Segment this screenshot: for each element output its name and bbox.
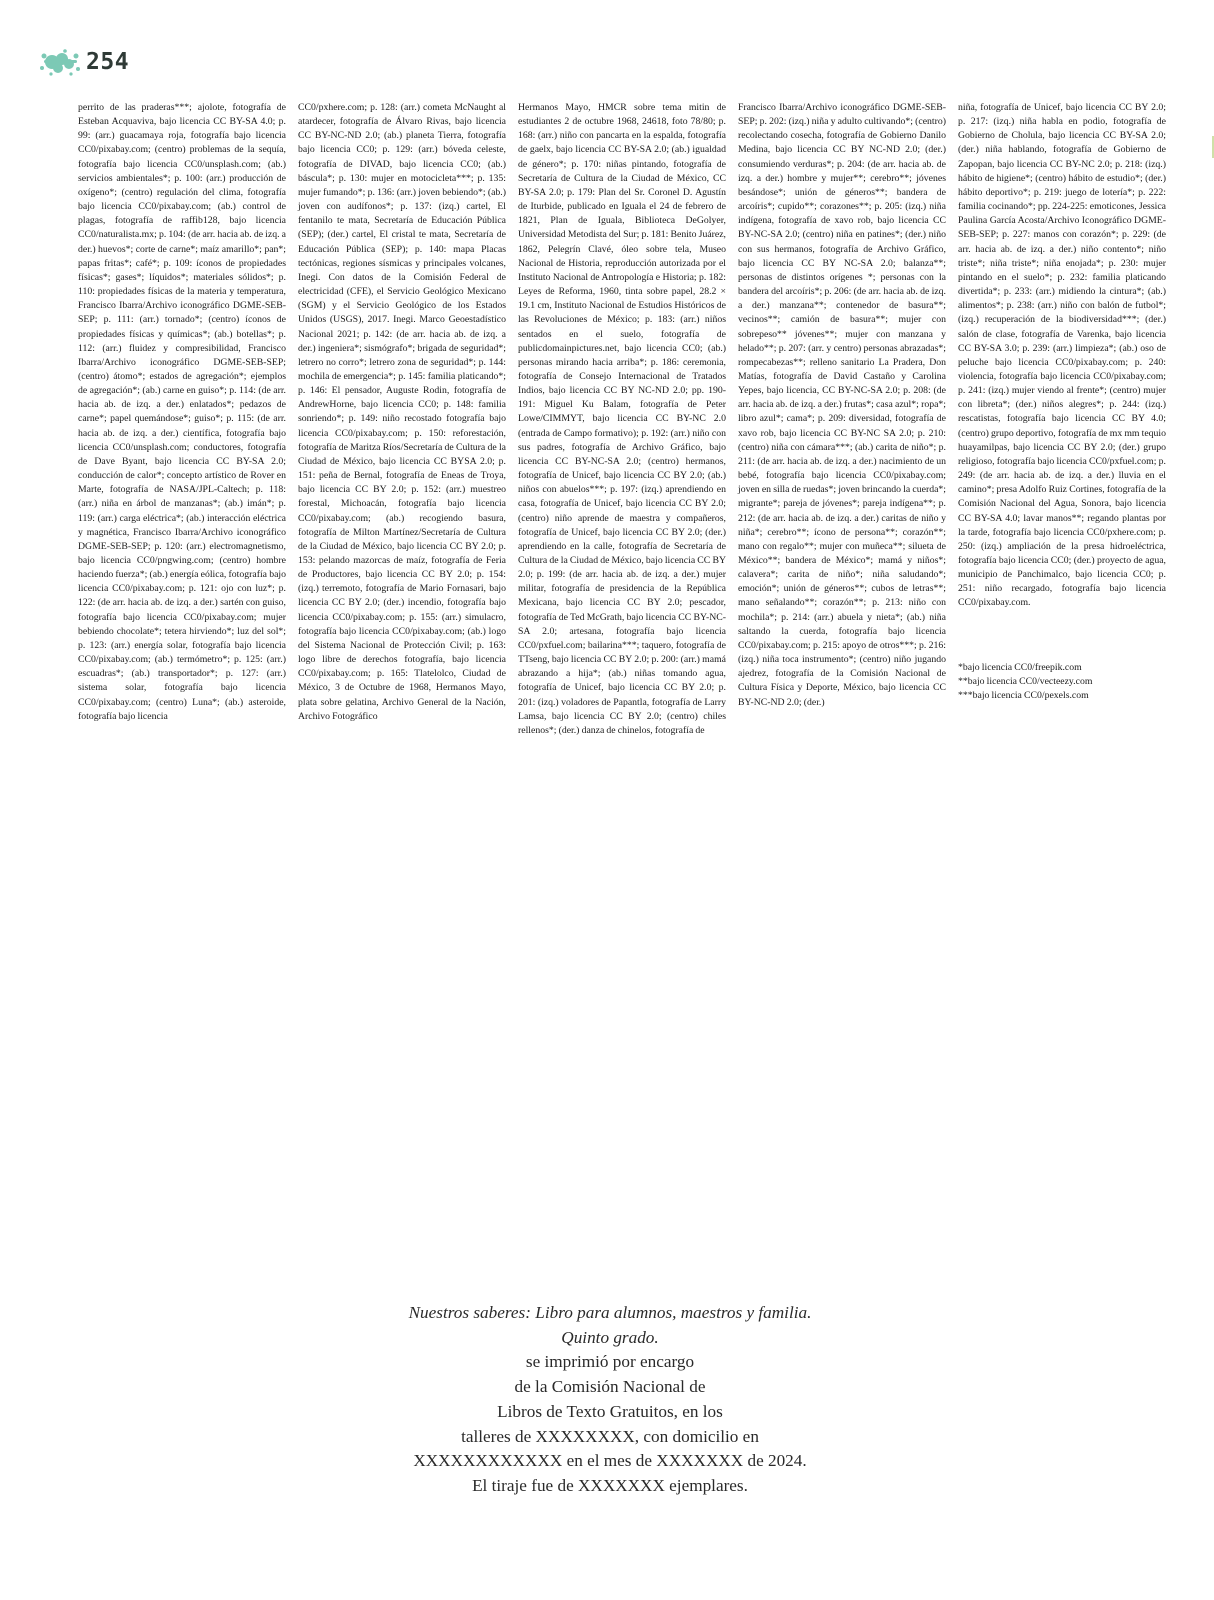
credits-text: niña, fotografía de Unicef, bajo licencia CC BY 2.0; p. 217: (izq.) niña habla en podio, fotografía de Gobierno de Cholula, bajo licencia CC BY-SA 2.0; (der.) niña hablando, fotografía de Gobierno de Zapopan, bajo licencia CC BY-NC 2.0; p. 218: (izq.) hábito de higiene*; (centro) hábito de estudio*; (der.) hábito deportivo*; p. 219: juego de lotería*; p. 222: familia cocinando*; pp. 224-225: emoticones, Jessica Paulina García Acosta/Archivo Iconográfico DGME-SEB-SEP; p. 227: manos con corazón*; p. 229: (de arr. hacia ab. de izq. a der.) niño contento*; niño triste*; niña triste*; niña enojada*; p. 230: mujer pintando en el suelo*; p. 232: familia platicando divertida*; p. 233: (arr.) midiendo la cintura*; (ab.) alimentos*; p. 238: (arr.) niño con balón de futbol*; (izq.) recuperación de la biodiversidad***; (der.) salón de clase, fotografía de Varenka, bajo licencia CC BY-SA 3.0; p. 239: (arr.) limpieza*; (ab.) oso de peluche bajo licencia CC0/pixabay.com; p. 240: violencia, fotografía bajo licencia CC0/pixabay.com; p. 241: (izq.) mujer viendo al frente*; (centro) mujer con libreta*; (der.) niños alegres*; p. 244: (izq.) rescatistas, fotografía bajo licencia CC BY 4.0; (centro) grupo deportivo, fotografía de mx mm tequio huayamilpas, bajo licencia CC BY 2.0; (der.) grupo religioso, fotografía bajo licencia CC0/pxfuel.com; p. 249: (de arr. hacia ab. de izq. a der.) lluvia en el camino*; presa Adolfo Ruiz Cortines, fotografía de la Comisión Nacional del Agua, Sonora, bajo licencia CC BY-SA 4.0; lavar manos**; regando plantas por la tarde, fotografía bajo licencia CC0/pxhere.com; p. 250: (izq.) ampliación de la presa hidroeléctrica, fotografía bajo licencia CC0; (der.) proyecto de agua, municipio de Panchimalco, bajo licencia CC0; p. 251: niño recargado, fotografía bajo licencia CC0/pixabay.com.: [958, 102, 1167, 609]
credits-columns: [78, 101, 1166, 738]
colophon-line: de la Comisión Nacional de: [514, 1377, 706, 1397]
book-grade: Quinto grado.: [561, 1327, 659, 1347]
page-header: [38, 44, 129, 80]
book-title: Nuestros saberes: Libro para alumnos, maestros y familia.: [408, 1303, 812, 1322]
credits-text: Hermanos Mayo, HMCR sobre tema mitin de estudiantes 2 de octubre 1968, 24618, foto 78/80; p. 168: (arr.) niño con pancarta en la espalda, fotografía de gaelx, bajo licencia CC BY-SA 2.0; (ab.) igualdad de género*; p. 170: niñas pintando, fotografía de Secretaría de Cultura de la Ciudad de México, CC BY-SA 2.0; p. 179: Plan del Sr. Coronel D. Agustín de Iturbide, publicado en Iguala el 24 de febrero de 1821, Plan de Iguala, Biblioteca DeGolyer, Universidad Metodista del Sur; p. 181: Benito Juárez, 1862, Pelegrín Clavé, óleo sobre tela, Museo Nacional de Historia, reproducción autorizada por el Instituto Nacional de Antropología e Historia; p. 182: Leyes de Reforma, 1960, tinta sobre papel, 28.2 × 19.1 cm, Instituto Nacional de Estudios Históricos de las Revoluciones de México; p. 183: (arr.) niños sentados en el suelo, fotografía de publicdomainpictures.net, bajo licencia CC0; (ab.) personas mirando hacia arriba*; p. 186: ceremonia, fotografía de Consejo Internacional de Tratados Indios, bajo licencia CC BY NC-ND 2.0; pp. 190-191: Miguel Ku Balam, fotografía de Peter Lowe/CIMMYT, bajo licencia CC BY-NC 2.0 (entrada de Campo formativo); p. 192: (arr.) niño con sus padres, fotografía de Archivo Gráfico, bajo licencia CC BY-NC-SA 2.0; (centro) hermanos, fotografía de Unicef, bajo licencia CC BY 2.0; (ab.) niños con abuelos***; p. 197: (izq.) aprendiendo en casa, fotografía de Unicef, bajo licencia CC BY 2.0; (centro) niño aprende de maestra y compañeros, fotografía de Unicef, bajo licencia CC BY 2.0; (der.) aprendiendo en la calle, fotografía de Secretaría de Cultura de la Ciudad de México, bajo licencia CC BY 2.0; p. 199: (de arr. hacia ab. de izq. a der.) mujer militar, fotografía de presidencia de la República Mexicana, bajo licencia CC BY 2.0; pescador, fotografía de Ted McGrath, bajo licencia CC BY-NC-SA 2.0; artesana, fotografía bajo licencia CC0/pxfuel.com; bailarina***; taquero, fotografía de TTseng, bajo licencia CC BY 2.0; p. 200: (arr.) mamá abrazando a hija*; (ab.) niñas tomando agua, fotografía de Unicef, bajo licencia CC BY 2.0; p. 201: (izq.) voladores de Papantla, fotografía de Larry Lamsa, bajo licencia CC BY 2.0; (centro) chiles rellenos*; (der.) danza de chinelos, fotografía de: [518, 102, 726, 736]
colophon-line: XXXXXXXXXXXX en el mes de XXXXXXX de 2024.: [413, 1451, 807, 1471]
license-notes: [958, 661, 1166, 703]
credits-column-5: [958, 101, 1166, 738]
credits-column-1: [78, 101, 286, 738]
credits-text: perrito de las praderas***; ajolote, fotografía de Esteban Acquaviva, bajo licencia CC BY-SA 4.0; p. 99: (arr.) guacamaya roja, fotografía bajo licencia CC0/pixabay.com; (centro) problemas de la sequía, fotografía bajo licencia CC0/unsplash.com; (ab.) servicios ambientales*; p. 100: (arr.) producción de oxígeno*; (centro) regulación del clima, fotografía bajo licencia CC0/pixabay.com; (ab.) control de plagas, fotografía de raffib128, bajo licencia CC0/naturalista.mx; p. 104: (de arr. hacia ab. de izq. a der.) huevos*; corte de carne*; maíz amarillo*; pan*; papas fritas*; café*; p. 109: íconos de propiedades físicas*; gases*; líquidos*; materiales sólidos*; p. 110: propiedades físicas de la materia y temperatura, Francisco Ibarra/Archivo iconográfico DGME-SEB-SEP; p. 111: (arr.) tornado*; (centro) íconos de propiedades físicas y químicas*; (ab.) botellas*; p. 112: (arr.) fluidez y compresibilidad, Francisco Ibarra/Archivo iconográfico DGME-SEB-SEP; (centro) átomo*; estados de agregación*; ejemplos de agregación*; (ab.) carne en guiso*; p. 114: (de arr. hacia ab. de izq. a der.) enlatados*; pedazos de carne*; papel quemándose*; guiso*; p. 115: (de arr. hacia ab. de izq. a der.) científica, fotografía bajo licencia CC0/unsplash.com; conductores, fotografía de Dave Byant, bajo licencia CC BY-SA 2.0; conducción de calor*; concepto artístico de Rover en Marte, fotografía de NASA/JPL-Caltech; p. 118: (arr.) niña en árbol de manzanas*; (ab.) imán*; p. 119: (arr.) carga eléctrica*; (ab.) interacción eléctrica y magnética, Francisco Ibarra/Archivo iconográfico DGME-SEB-SEP; p. 120: (arr.) electromagnetismo, bajo licencia CC0/pngwing.com; (centro) hombre haciendo fuerza*; (ab.) energía eólica, fotografía bajo licencia CC0/pixabay.com; p. 121: ojo con luz*; p. 122: (de arr. hacia ab. de izq. a der.) sartén con guiso, fotografía bajo licencia CC0/pixabay.com; mujer bebiendo chocolate*; tetera hirviendo*; luz del sol*; p. 123: (arr.) energía solar, fotografía bajo licencia CC0/pixabay.com; (ab.) termómetro*; p. 125: (arr.) escuadras*; (ab.) transportador*; p. 127: (arr.) sistema solar, fotografía bajo licencia CC0/pixabay.com; (centro) Luna*; (ab.) asteroide, fotografía bajo licencia: [78, 102, 286, 722]
colophon-line: talleres de XXXXXXXX, con domicilio en: [461, 1426, 759, 1446]
license-note: ***bajo licencia CC0/pexels.com: [958, 689, 1089, 701]
credits-text: Francisco Ibarra/Archivo iconográfico DGME-SEB-SEP; p. 202: (izq.) niña y adulto cultivando*; (centro) recolectando cosecha, fotografía de Gobierno Danilo Medina, bajo licencia CC BY NC-ND 2.0; (der.) consumiendo verduras*; p. 204: (de arr. hacia ab. de izq. a der.) hombre y mujer**; cerebro**; jóvenes besándose*; unión de géneros**; bandera de arcoíris*; cupido**; corazones**; p. 205: (izq.) niña indígena, fotografía de xavo rob, bajo licencia CC BY-NC-SA 2.0; (centro) niña en patines*; (der.) niño con sus hermanos, fotografía de Archivo Gráfico, bajo licencia CC BY NC-SA 2.0; balanza**; personas de distintos orígenes *; personas con la bandera del arcoíris*; p. 206: (de arr. hacia ab. de izq. a der.) manzana**; contenedor de basura**; vecinos**; camión de basura**; mujer con sobrepeso** jóvenes**; mujer con manzana y helado**; p. 207: (arr. y centro) personas abrazadas*; rompecabezas**; relleno sanitario La Pradera, Don Matías, fotografía de David Castaño y Carolina Yepes, bajo licencia, CC BY-NC-SA 2.0; p. 208: (de arr. hacia ab. de izq. a der.) frutas*; casa azul*; ropa*; libro azul*; cama*; p. 209: diversidad, fotografía de xavo rob, bajo licencia CC BY-NC SA 2.0; p. 210: (centro) niña con cámara***; (ab.) carita de niño*; p. 211: (de arr. hacia ab. de izq. a der.) nacimiento de un bebé, fotografía bajo licencia CC0/pixabay.com; joven en silla de ruedas*; joven brincando la cuerda*; migrante*; pareja de jóvenes*; pareja indígena**; p. 212: (de arr. hacia ab. de izq. a der.) caritas de niño y niña*; cerebro**; ícono de persona**; corazón**; mano con regalo**; mujer con muñeca**; silueta de México**; bandera de México*; mamá y niños*; calavera*; carita de niño*; niña saludando*; emoción*; unión de géneros**; cubos de letras**; mano señalando**; corazón**; p. 213: niño con mochila*; p. 214: (arr.) abuela y nieta*; (ab.) niña saltando la cuerda, fotografía bajo licencia CC0/pixabay.com; p. 215: apoyo de otros***; p. 216: (izq.) niña toca instrumento*; (centro) niño jugando ajedrez, fotografía de la Comisión Nacional de Cultura Física y Deporte, México, bajo licencia CC BY-NC-ND 2.0; (der.): [738, 102, 946, 708]
green-splatter-logo-icon: [38, 47, 82, 77]
credits-column-2: [298, 101, 506, 738]
credits-text: CC0/pxhere.com; p. 128: (arr.) cometa McNaught al atardecer, fotografía de Álvaro Rivas, bajo licencia CC BY-NC-ND 2.0; (ab.) planeta Tierra, fotografía bajo licencia CC0; p. 129: (arr.) bóveda celeste, fotografía de DIVAD, bajo licencia CC0; (ab.) báscula*; p. 130: mujer en motocicleta***; p. 135: mujer fumando*; p. 136: (arr.) joven bebiendo*; (ab.) joven con audífonos*; p. 137: (izq.) cartel, El fentanilo te mata, Secretaría de Educación Pública (SEP); (der.) cartel, El cristal te mata, Secretaría de Educación Pública (SEP); p. 140: mapa Placas tectónicas, regiones sísmicas y principales volcanes, Inegi. Con datos de la Comisión Federal de electricidad (CFE), el Servicio Geológico Mexicano (SGM) y el Servicio Geológico de los Estados Unidos (USGS), 2017. Inegi. Marco Geoestadístico Nacional 2021; p. 142: (de arr. hacia ab. de izq. a der.) ingeniera*; sismógrafo*; brigada de seguridad*; letrero no corro*; letrero zona de seguridad*; p. 144: mochila de emergencia*; p. 145: familia platicando*; p. 146: El pensador, Auguste Rodin, fotografía de AndrewHorne, bajo licencia CC0; p. 148: familia sonriendo*; p. 149: niño recostado fotografía bajo licencia CC0/pixabay.com; p. 150: reforestación, fotografía de Maritza Ríos/Secretaría de Cultura de la Ciudad de México, bajo licencia CC BYSA 2.0; p. 151: peña de Bernal, fotografía de Eneas de Troya, bajo licencia CC BY 2.0; p. 152: (arr.) muestreo forestal, Michoacán, fotografía bajo licencia CC0/pixabay.com; (ab.) recogiendo basura, fotografía de Milton Martínez/Secretaría de Cultura de la Ciudad de México, bajo licencia CC BY 2.0; p. 153: pelando mazorcas de maíz, fotografía de Feria de Productores, bajo licencia CC BY 2.0; p. 154: (izq.) terremoto, fotografía de Mario Fornasari, bajo licencia CC BY 2.0; (der.) incendio, fotografía bajo licencia CC0/pixabay.com; p. 155: (arr.) simulacro, fotografía bajo licencia CC0/pixabay.com; (ab.) logo del Sistema Nacional de Protección Civil; p. 163: logo libre de derechos fotografía, bajo licencia CC0/pixabay.com; p. 165: Tlatelolco, Ciudad de México, 3 de Octubre de 1968, Hermanos Mayo, plata sobre gelatina, Archivo General de la Nación, Archivo Fotográfico: [298, 102, 506, 722]
colophon-line: El tiraje fue de XXXXXXX ejemplares.: [472, 1475, 748, 1495]
license-note: *bajo licencia CC0/freepik.com: [958, 661, 1082, 673]
credits-column-4: [738, 101, 946, 738]
license-note: **bajo licencia CC0/vecteezy.com: [958, 675, 1093, 687]
colophon-line: se imprimió por encargo: [525, 1352, 695, 1372]
page-number: 254: [86, 49, 130, 75]
colophon: [300, 1301, 920, 1499]
credits-column-3: [518, 101, 726, 738]
colophon-line: Libros de Texto Gratuitos, en los: [497, 1401, 723, 1421]
